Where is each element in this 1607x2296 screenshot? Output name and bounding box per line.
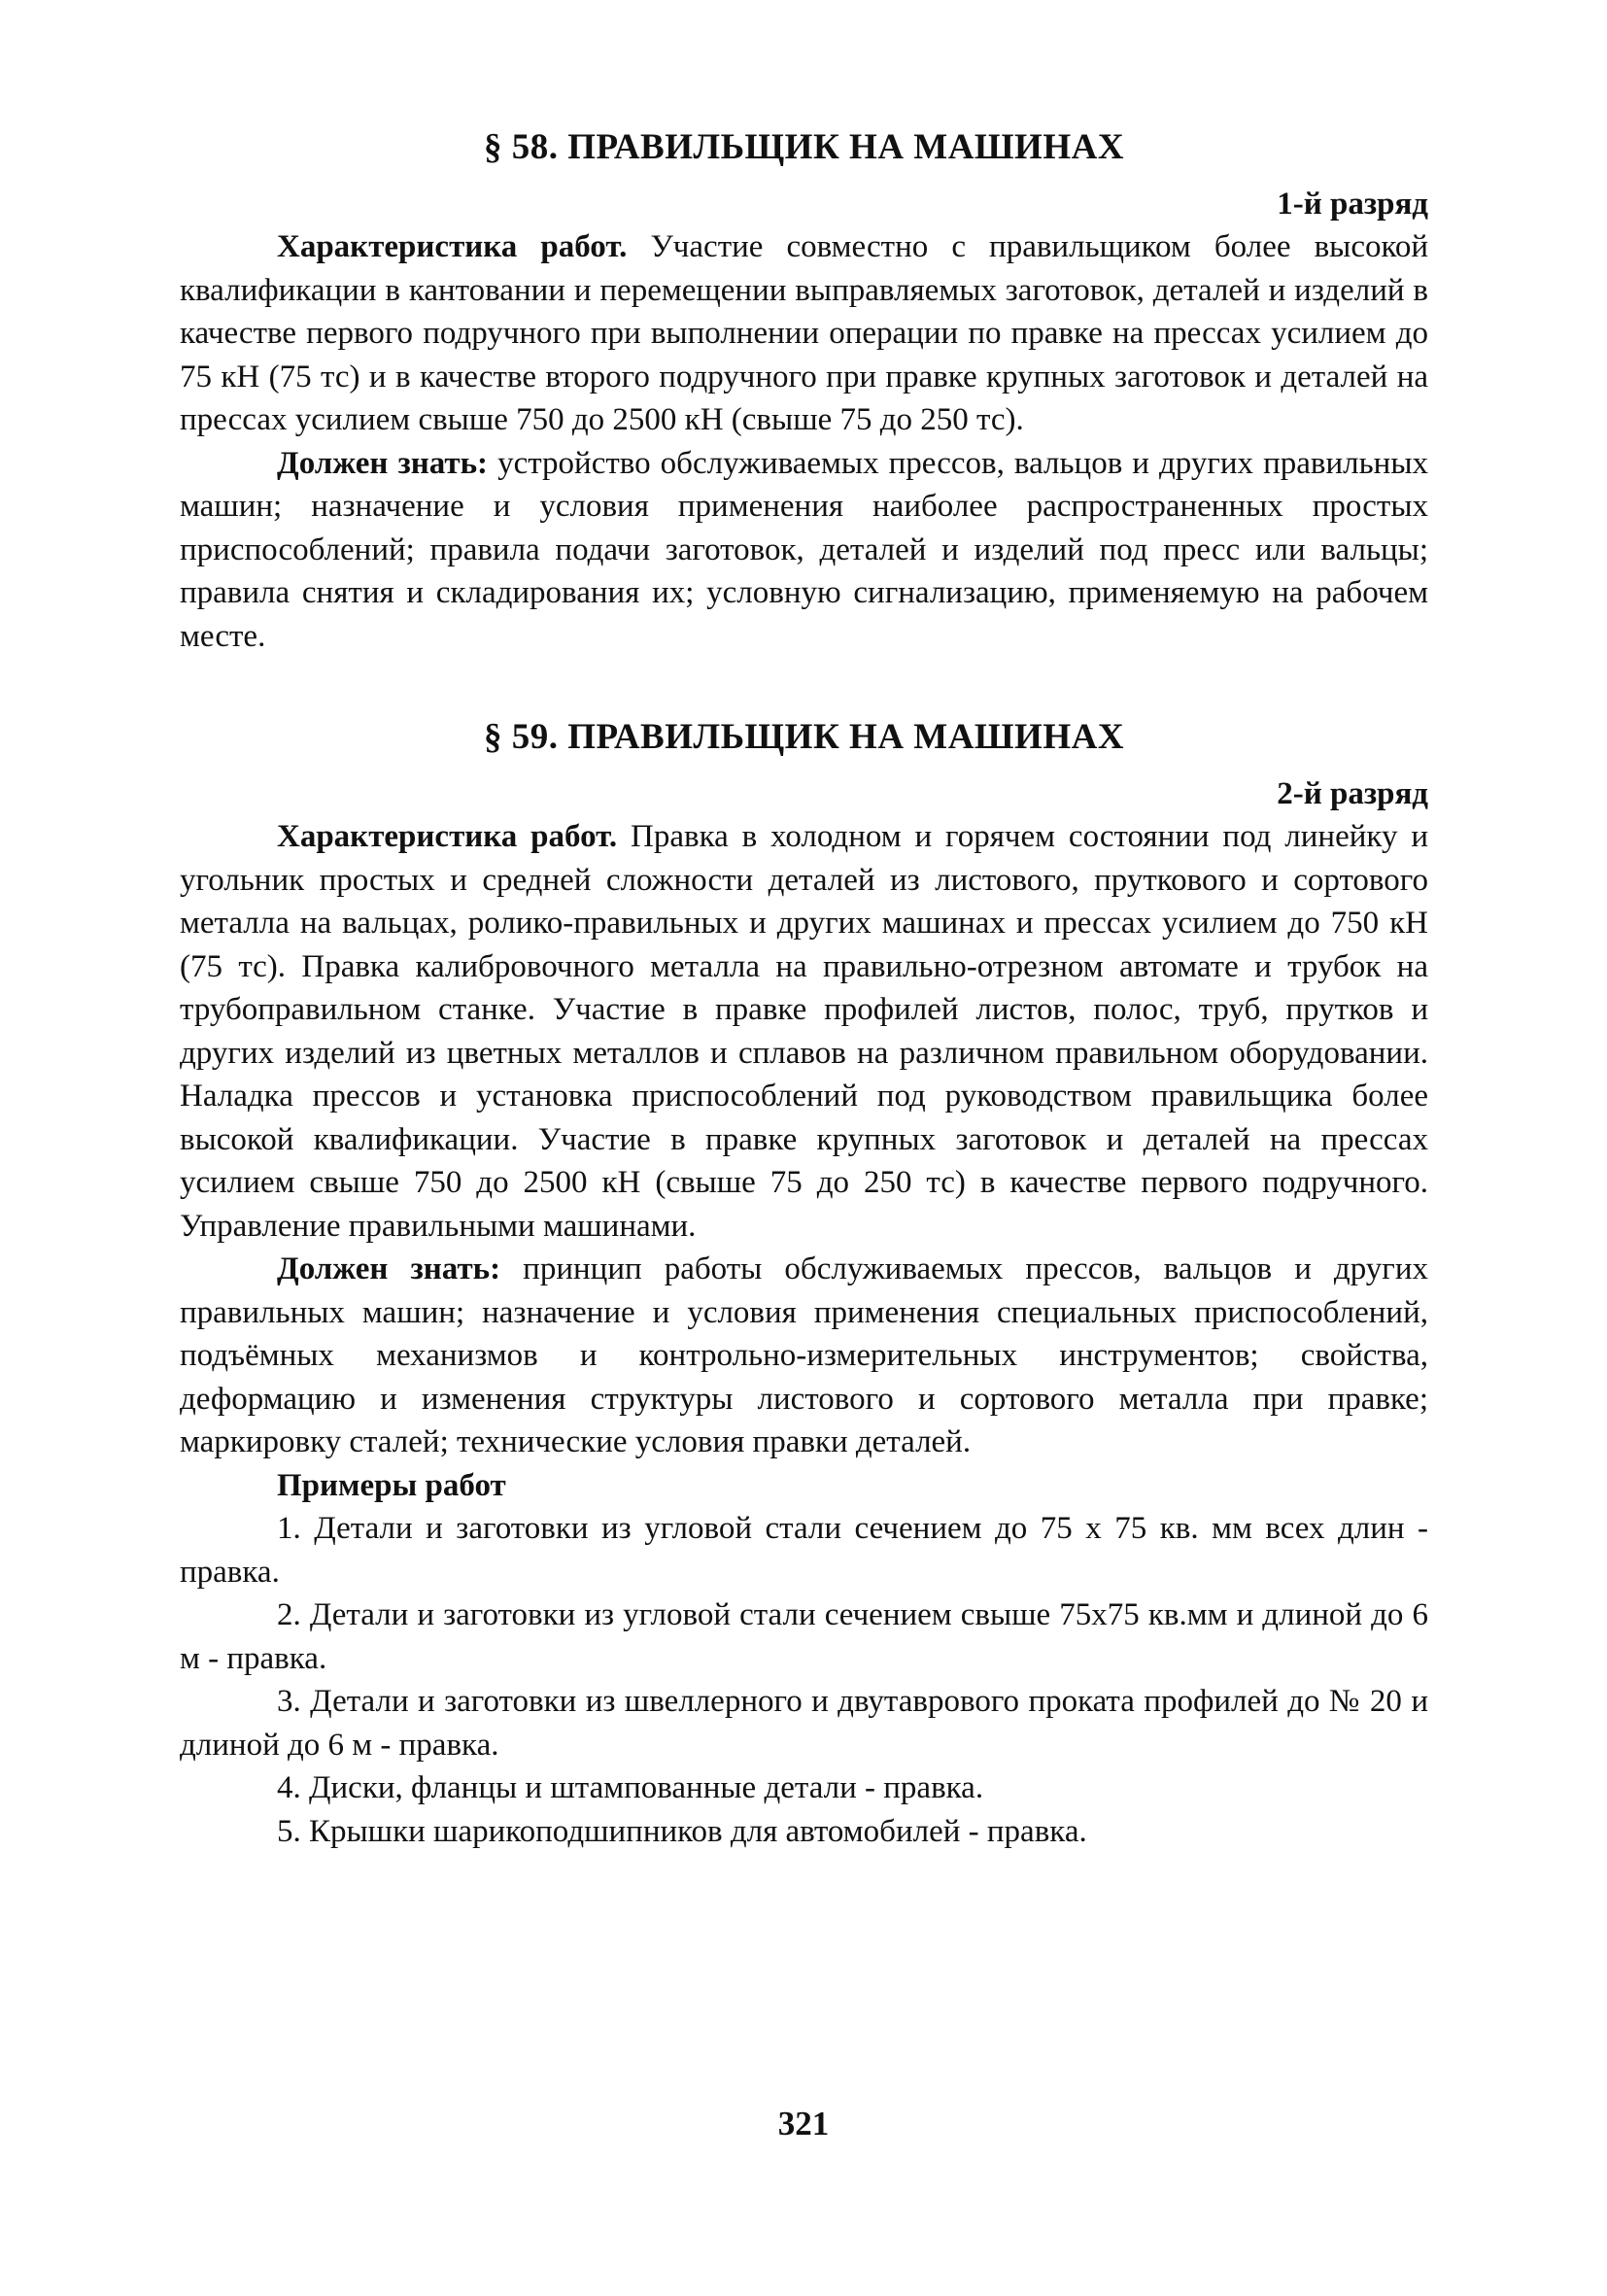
section-59 bbox=[180, 716, 1428, 1853]
required-knowledge-label: Должен знать: bbox=[277, 445, 489, 481]
example-item: 3. Детали и заготовки из швеллерного и двутаврового проката профилей до № 20 и длиной до 6 м - правка. bbox=[180, 1684, 1428, 1763]
example-item: 4. Диски, фланцы и штампованные детали - правка. bbox=[277, 1770, 984, 1805]
grade-label: 1-й разряд bbox=[1277, 187, 1428, 222]
document-page bbox=[180, 126, 1428, 1853]
work-characteristics-text: Правка в холодном и горячем состоянии под линейку и угольник простых и средней сложности деталей из листового, пруткового и сортового металла на вальцах, ролико-правильных и других машинах и прессах усилием до 750 кН (75 тс). Правка калибровочного металла на правильно-отрезном автомате и трубок на трубоправильном станке. Участие в правке профилей листов, полос, труб, прутков и других изделий из цветных металлов и сплавов на различном правильном оборудовании. Наладка прессов и установка приспособлений под руководством правильщика более высокой квалификации. Участие в правке крупных заготовок и деталей на прессах усилием свыше 750 до 2500 кН (свыше 75 до 250 тс) в качестве первого подручного. Управление правильными машинами. bbox=[180, 819, 1429, 1244]
required-knowledge-label: Должен знать: bbox=[277, 1251, 501, 1286]
section-title: § 59. ПРАВИЛЬЩИК НА МАШИНАХ bbox=[483, 717, 1125, 757]
example-item: 2. Детали и заготовки из угловой стали сечением свыше 75x75 кв.мм и длиной до 6 м - правка. bbox=[180, 1597, 1428, 1676]
work-characteristics-paragraph bbox=[180, 815, 1428, 1248]
grade-label: 2-й разряд bbox=[1277, 776, 1428, 811]
example-item: 1. Детали и заготовки из угловой стали сечением до 75 x 75 кв. мм всех длин - правка. bbox=[180, 1511, 1428, 1590]
required-knowledge-paragraph bbox=[180, 442, 1428, 659]
section-title: § 58. ПРАВИЛЬЩИК НА МАШИНАХ bbox=[483, 127, 1125, 167]
required-knowledge-paragraph bbox=[180, 1248, 1428, 1464]
required-knowledge-text: принцип работы обслуживаемых прессов, вальцов и других правильных машин; назначение и условия применения специальных приспособлений, подъёмных механизмов и контрольно-измерительных инструментов; свойства, деформацию и изменения структуры листового и сортового металла при правке; маркировку сталей; технические условия правки деталей. bbox=[180, 1251, 1428, 1459]
work-characteristics-text: Участие совместно с правильщиком более высокой квалификации в кантовании и перемещении выправляемых заготовок, деталей и изделий в качестве первого подручного при выполнении операции по правке на прессах усилием до 75 кН (75 тс) и в качестве второго подручного при правке крупных заготовок и деталей на прессах усилием свыше 750 до 2500 кН (свыше 75 до 250 тс). bbox=[180, 229, 1428, 437]
work-characteristics-label: Характеристика работ. bbox=[277, 229, 628, 264]
required-knowledge-text: устройство обслуживаемых прессов, вальцов и других правильных машин; назначение и условия применения наиболее распространенных простых приспособлений; правила подачи заготовок, деталей и изделий под пресс или вальцы; правила снятия и складирования их; условную сигнализацию, применяемую на рабочем месте. bbox=[180, 445, 1428, 654]
page-number: 321 bbox=[777, 2105, 830, 2142]
work-characteristics-paragraph bbox=[180, 225, 1428, 442]
example-item: 5. Крышки шарикоподшипников для автомобилей - правка. bbox=[277, 1813, 1087, 1849]
section-58 bbox=[180, 126, 1428, 658]
work-characteristics-label: Характеристика работ. bbox=[277, 819, 618, 854]
examples-heading: Примеры работ bbox=[277, 1467, 506, 1503]
